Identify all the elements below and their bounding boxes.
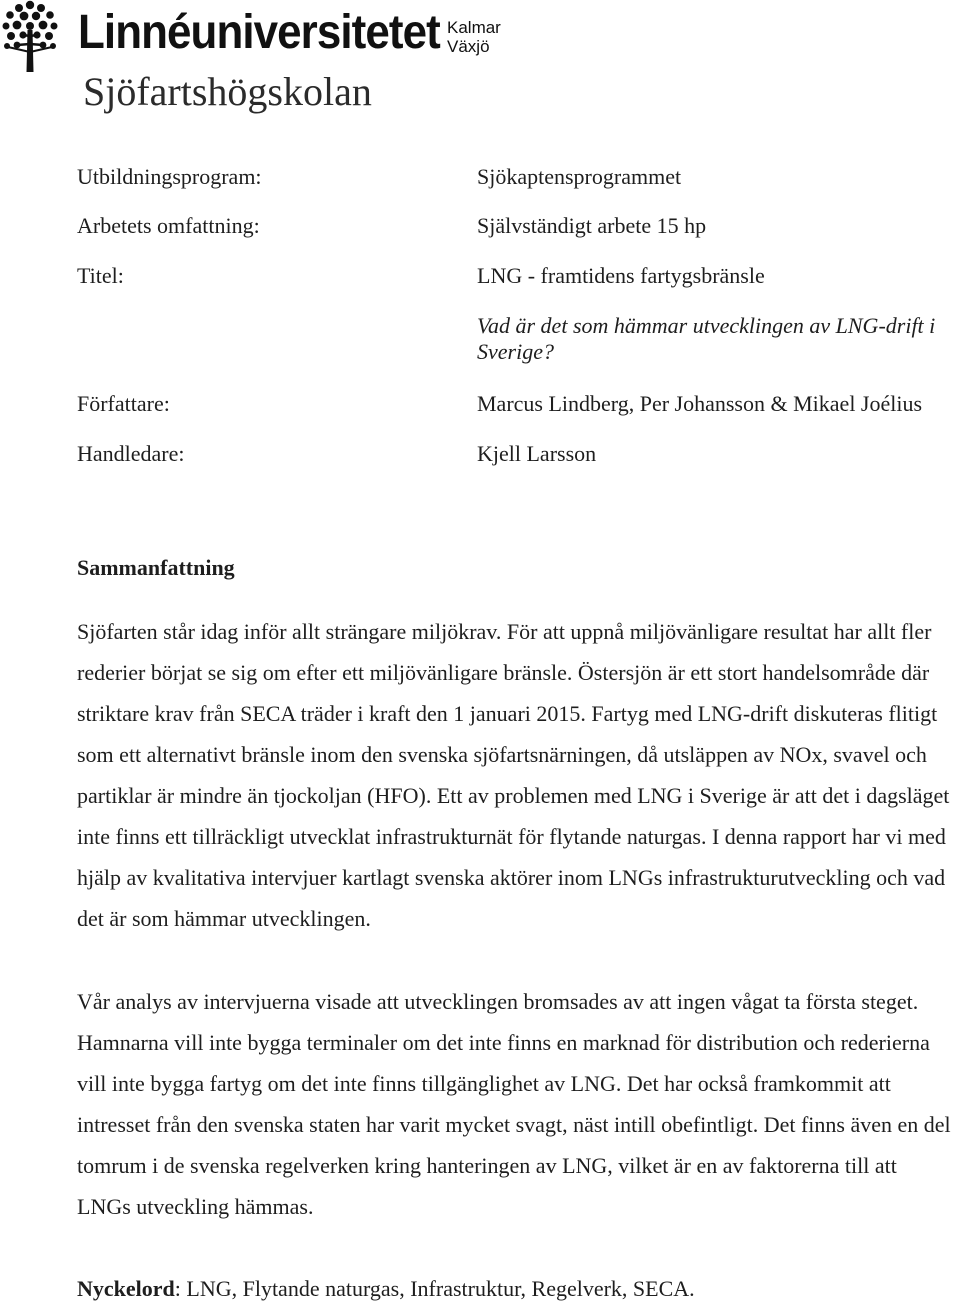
keywords-line <box>77 1274 695 1304</box>
leaf-dot <box>50 43 56 49</box>
leaf-dot <box>19 31 26 38</box>
leaf-dot <box>20 12 29 21</box>
paragraph-line: inte finns ett tillräckligt utvecklat infrastrukturnät för flytande naturgas. I denna rapport har vi med <box>77 824 946 849</box>
info-label: Utbildningsprogram: <box>77 164 262 189</box>
leaf-dot <box>39 21 48 30</box>
info-value: Självständigt arbete 15 hp <box>477 213 707 238</box>
paragraph-line: det är som hämmar utvecklingen. <box>77 906 371 931</box>
paragraph-line: rederier börjat se sig om efter ett miljövänligare bränsle. Östersjön är ett stort handelsområde där <box>77 660 930 685</box>
logo-campus-names <box>447 18 501 56</box>
info-label: Författare: <box>77 391 170 416</box>
tree-branch <box>30 47 52 52</box>
paragraph-line: striktare krav från SECA träder i kraft den 1 januari 2015. Fartyg med LNG-drift diskuteras flitigt <box>77 701 938 726</box>
info-value: LNG - framtidens fartygsbränsle <box>477 263 765 288</box>
thesis-subtitle: Vad är det som hämmar utvecklingen av LNG-drift i Sverige? <box>477 313 936 364</box>
info-row-scope <box>0 213 960 239</box>
info-value: Kjell Larsson <box>477 441 597 466</box>
info-value: Marcus Lindberg, Per Johansson & Mikael Joélius <box>477 391 923 416</box>
tree-icon <box>2 0 58 72</box>
paragraph-line: vill inte bygga fartyg om det inte finns tillgänglighet av LNG. Det har också framkommit att <box>77 1071 891 1096</box>
paragraph-line: intresset från den svenska staten har varit mycket svagt, näst intill obefintligt. Det finns även en del <box>77 1112 951 1137</box>
info-row-title <box>0 263 960 289</box>
leaf-dot <box>46 11 54 19</box>
leaf-dot <box>45 32 53 40</box>
campus-vaxjo: Växjö <box>447 37 490 56</box>
abstract-paragraph <box>77 981 951 1227</box>
paragraph-line: partiklar är mindre än tjockoljan (HFO). Ett av problemen med LNG i Sverige är att det i dagsläget <box>77 783 950 808</box>
tree-branch <box>8 47 30 52</box>
tree-icon-shapes <box>3 1 58 72</box>
paragraph-line: som ett alternativt bränsle inom den svenska sjöfartsnärningen, då utsläppen av NOx, svavel och <box>77 742 927 767</box>
info-row-authors <box>0 391 960 417</box>
leaf-dot <box>26 1 34 9</box>
leaf-dot <box>37 4 45 12</box>
keywords-label: Nyckelord <box>77 1276 175 1301</box>
paragraph-line: tomrum i de svenska regelverken kring hanteringen av LNG, vilket är en av faktorerna till att <box>77 1153 897 1178</box>
leaf-dot <box>4 43 10 49</box>
info-row-supervisor <box>0 441 960 467</box>
keywords-value: : LNG, Flytande naturgas, Infrastruktur, Regelverk, SECA. <box>174 1276 695 1301</box>
leaf-dot <box>6 11 14 19</box>
info-label: Titel: <box>77 263 124 288</box>
leaf-dot <box>40 42 47 49</box>
leaf-dot <box>3 23 10 30</box>
leaf-dot <box>7 32 15 40</box>
leaf-dot <box>15 4 23 12</box>
abstract-paragraph <box>77 611 949 939</box>
abstract-heading: Sammanfattning <box>77 555 235 580</box>
info-label: Arbetets omfattning: <box>77 213 260 238</box>
leaf-dot <box>14 42 21 49</box>
campus-kalmar: Kalmar <box>447 18 501 37</box>
logo-wordmark: Linnéuniversitetet <box>78 6 440 59</box>
school-title: Sjöfartshögskolan <box>83 69 372 114</box>
paragraph-line: Sjöfarten står idag inför allt strängare miljökrav. För att uppnå miljövänligare resultat har allt fler <box>77 619 932 644</box>
paragraph-line: Vår analys av intervjuerna visade att utvecklingen bromsades av att ingen vågat ta första steget. <box>77 989 919 1014</box>
info-value: Sjökaptensprogrammet <box>477 164 682 189</box>
info-row-program <box>0 164 960 190</box>
paragraph-line: hjälp av kvalitativa intervjuer kartlagt svenska aktörer inom LNGs infrastrukturutveckling och vad <box>77 865 946 890</box>
paragraph-line: Hamnarna vill inte bygga terminaler om det inte finns en marknad för distribution och rederierna <box>77 1030 930 1055</box>
info-label: Handledare: <box>77 441 185 466</box>
leaf-dot <box>13 21 22 30</box>
leaf-dot <box>32 12 40 20</box>
paragraph-line: LNGs utveckling hämmas. <box>77 1194 314 1219</box>
leaf-dot <box>26 22 34 30</box>
leaf-dot <box>51 23 58 30</box>
leaf-dot <box>33 31 40 38</box>
